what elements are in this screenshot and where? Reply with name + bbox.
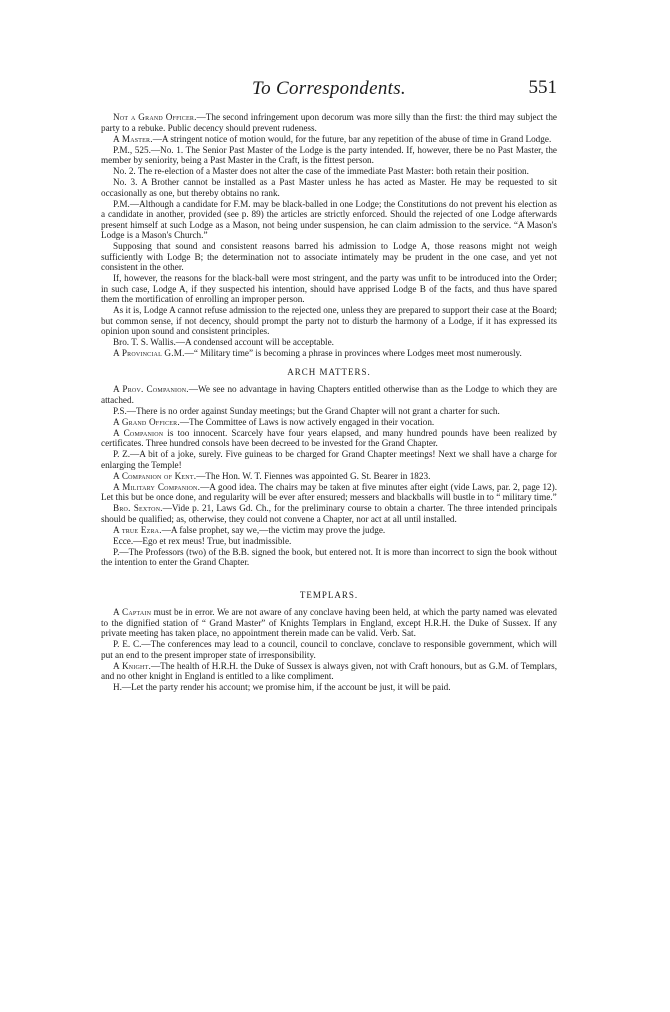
paragraph-text: —The health of H.R.H. the Duke of Sussex is always given, not with Craft honours, but as G.M. of Templars, and no other knight in England is entitled to a like compliment.: [101, 660, 557, 681]
paragraph: [101, 273, 557, 305]
paragraph: [101, 305, 557, 337]
paragraph: [101, 241, 557, 273]
paragraph-text: —A good idea. The chairs may be taken at five minutes after eight (vide Laws, par. 2, page 12). Let this but be once done, and regularity will be ever after ensured; messers and blackballs will bustle in to “ military time.”: [101, 481, 558, 502]
paragraph-lead: A Prov. Companion.: [113, 384, 189, 394]
paragraph-lead: A Grand Officer.: [113, 416, 180, 427]
paragraph: [101, 166, 557, 177]
paragraph: [101, 134, 557, 145]
paragraph-lead: Not a Grand Officer.: [113, 112, 197, 122]
paragraph: [101, 607, 557, 639]
paragraph-text: No. 3. A Brother cannot be installed as a Past Master unless he has acted as Master. He may be requested to sit occasionally as one, but thereby obtains no rank.: [101, 177, 557, 198]
paragraph-lead: A Military Companion.: [113, 481, 201, 492]
paragraph: [101, 112, 557, 133]
paragraph-lead: A Captain: [113, 607, 152, 617]
paragraph-text: —“ Military time” is becoming a phrase in provinces where Lodges meet most numerously.: [184, 348, 522, 358]
paragraph-text: —Vide p. 21, Laws Gd. Ch., for the preliminary course to obtain a charter. The three intended principals should be qualified; as, otherwise, they could not convene a Chapter, nor act at all until installed.: [101, 503, 557, 524]
paragraph-text: P. Z.—A bit of a joke, surely. Five guineas to be charged for Grand Chapter meetings! Next we shall have a charge for enlarging the Temple!: [101, 449, 557, 470]
paragraph-text: H.—Let the party render his account; we promise him, if the account be just, it will be paid.: [113, 682, 451, 692]
paragraph: [101, 337, 557, 348]
paragraph: [101, 482, 557, 503]
paragraph: [101, 682, 557, 693]
arch-matters-section: [101, 384, 557, 568]
paragraph-text: Bro. T. S. Wallis.—A condensed account will be acceptable.: [113, 337, 334, 347]
paragraph: [101, 384, 557, 405]
paragraph-text: As it is, Lodge A cannot refuse admission to the rejected one, unless they are prepared to support their case at the Board; but common sense, if not decency, should prompt the party not to disturb the harmony of a Lodge, if it has expressed its opinion upon sound and consistent principles.: [101, 305, 557, 336]
paragraph-lead: A Companion: [113, 427, 164, 438]
paragraph-lead: A Companion of Kent.: [113, 470, 197, 481]
paragraph: [101, 639, 557, 660]
paragraph: [101, 428, 557, 449]
paragraph-text: is too innocent. Scarcely have four years elapsed, and many hundred pounds have been realized by certificates. Three hundred consols have been decreed to be invested for the Grand Chapter.: [101, 427, 557, 448]
paragraph-text: P.M.—Although a candidate for F.M. may be black-balled in one Lodge; the Constitutions do not prevent his election as a candidate in another, provided (see p. 89) the articles are strictly enforced. Should the rejected of one Lodge afterwards present himself at such Lodge as a Mason, not being under suspension, he can claim admission to the service. “A Mason's Lodge is a Mason's Church.”: [101, 198, 557, 240]
paragraph-text: must be in error. We are not aware of any conclave having been held, at which the party named was elevated to the dignified station of “ Grand Master” of Knights Templars in England, except H.R.H. the Duke of Sussex. If any private meeting has taken place, no appointment therein made can be valid. Verb. Sat.: [101, 607, 557, 638]
paragraph: [101, 145, 557, 166]
paragraph-text: P.M., 525.—No. 1. The Senior Past Master of the Lodge is the party intended. If, however, there be no Past Master, the member by seniority, being a Past Master in the Craft, is the fittest person.: [101, 144, 557, 165]
paragraph: [101, 547, 557, 568]
paragraph-text: P. E. C.—The conferences may lead to a council, council to conclave, conclave to responsible government, which will put an end to the present improper state of irresponsibility.: [101, 639, 557, 660]
paragraph: [101, 449, 557, 470]
paragraph-text: —The second infringement upon decorum was more silly than the first: the third may subject the party to a rebuke. Public decency should prevent rudeness.: [101, 112, 558, 133]
paragraph: [101, 536, 557, 547]
paragraph: [101, 177, 557, 198]
paragraph-text: P.—The Professors (two) of the B.B. signed the book, but entered not. It is more than incorrect to sign the book without the intention to enter the Grand Chapter.: [101, 546, 557, 567]
paragraph: [101, 525, 557, 536]
paragraph-lead: Bro. Sexton.: [113, 503, 163, 513]
paragraph: [101, 406, 557, 417]
templars-section: [101, 607, 557, 693]
paragraph-text: P.S.—There is no order against Sunday meetings; but the Grand Chapter will not grant a charter for such.: [113, 405, 500, 416]
paragraph-text: If, however, the reasons for the black-ball were most stringent, and the party was unfit to be introduced into the Order; in such case, Lodge A, if they suspected his intention, should have apprised Lodge B of the facts, and thus have spared them the mortification of enrolling an improper person.: [101, 273, 557, 304]
page-body: [101, 112, 557, 693]
paragraph-text: —A stringent notice of motion would, for the future, bar any repetition of the abuse of time in Grand Lodge.: [152, 133, 552, 144]
paragraph-text: Ecce.—Ego et rex meus! True, but inadmissible.: [113, 535, 292, 546]
paragraph-text: No. 2. The re-election of a Master does not alter the case of the immediate Past Master: both retain their position.: [113, 166, 529, 176]
paragraph: [101, 348, 557, 359]
paragraph-lead: A Provincial G.M.: [113, 348, 185, 358]
paragraph: [101, 661, 557, 682]
paragraph-text: Supposing that sound and consistent reasons barred his admission to Lodge A, those reasons might not weigh sufficiently with Lodge B; the determination not to associate intimately may be prudent in the one case, and yet not consistent in the other.: [101, 241, 557, 272]
paragraph: [101, 503, 557, 524]
section-heading-arch-matters: ARCH MATTERS.: [287, 366, 371, 377]
paragraph-text: —The Committee of Laws is now actively engaged in their vocation.: [179, 416, 435, 427]
paragraph-text: —A false prophet, say we,—the victim may prove the judge.: [161, 524, 386, 535]
paragraph: [101, 199, 557, 241]
correspondents-section: [101, 112, 557, 359]
paragraph-lead: A Master.: [113, 133, 153, 144]
paragraph-lead: A true Ezra.: [113, 524, 162, 535]
section-heading-templars: TEMPLARS.: [299, 589, 359, 600]
paragraph: [101, 471, 557, 482]
paragraph-text: —We see no advantage in having Chapters entitled otherwise than as the Lodge to which they are attached.: [101, 384, 557, 405]
running-title: To Correspondents.: [252, 78, 406, 99]
page-header: [101, 78, 557, 102]
paragraph: [101, 417, 557, 428]
paragraph-text: —The Hon. W. T. Fiennes was appointed G. St. Bearer in 1823.: [196, 470, 431, 481]
page-number: 551: [528, 77, 557, 98]
paragraph-lead: A Knight.: [113, 660, 151, 671]
